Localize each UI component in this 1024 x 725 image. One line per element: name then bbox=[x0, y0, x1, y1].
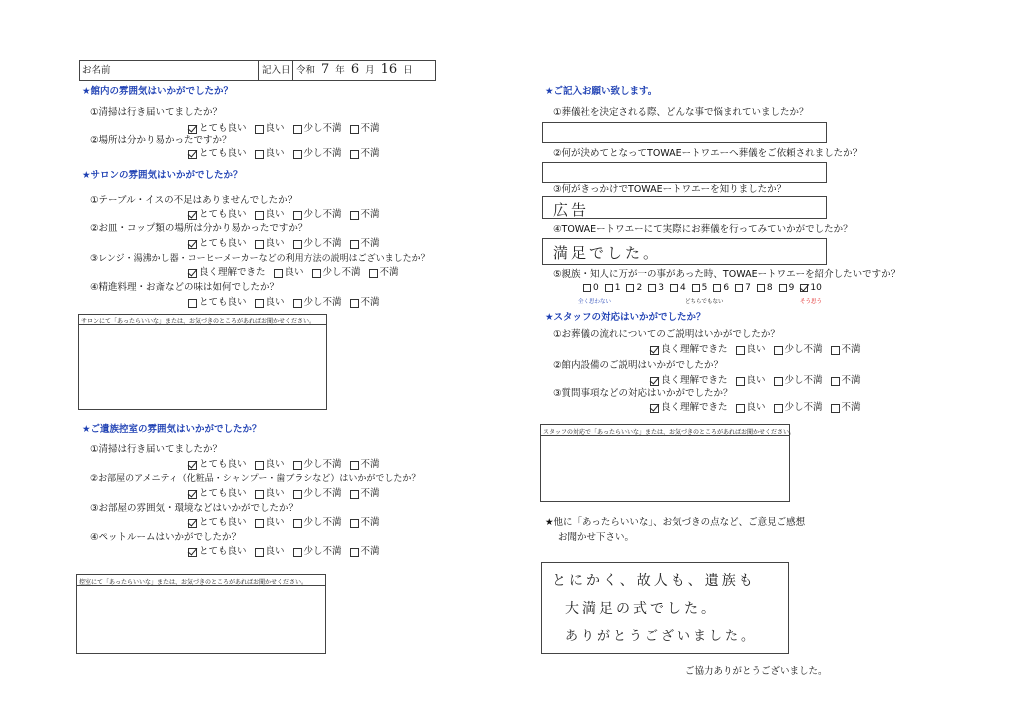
month-value: 6 bbox=[350, 62, 360, 77]
header-divider bbox=[292, 60, 293, 81]
option[interactable]: 少し不満 bbox=[293, 123, 342, 135]
checkbox[interactable] bbox=[774, 346, 783, 355]
checkbox-checked[interactable] bbox=[188, 150, 197, 159]
day-value: 16 bbox=[380, 62, 398, 77]
question: ③何がきっかけでTOWAEートワエーを知りましたか？ bbox=[553, 184, 787, 195]
option[interactable]: とても良い bbox=[188, 148, 247, 160]
scale-option[interactable]: 6 bbox=[713, 283, 729, 293]
section-title: ★スタッフの対応はいかがでしたか？ bbox=[545, 312, 706, 323]
question: ⑤親族・知人に万が一の事があった時、TOWAEートワエーを紹介したいですか？ bbox=[553, 269, 901, 280]
name-field[interactable] bbox=[120, 62, 254, 79]
option[interactable]: 不満 bbox=[369, 267, 399, 279]
scale-option[interactable]: 9 bbox=[779, 283, 795, 293]
comment-label: 控室にて「あったらいいな」または、お気づきのところがあればお聞かせください。 bbox=[79, 579, 307, 586]
checkbox[interactable] bbox=[255, 150, 264, 159]
checkbox-checked[interactable] bbox=[188, 269, 197, 278]
checkbox[interactable] bbox=[583, 284, 591, 292]
thanks-text: ご協力ありがとうございました。 bbox=[685, 666, 828, 677]
scale-option-selected[interactable]: 10 bbox=[800, 283, 821, 293]
option[interactable]: とても良い bbox=[188, 459, 247, 471]
option[interactable]: 不満 bbox=[350, 123, 380, 135]
handwritten-line: ありがとうございました。 bbox=[565, 629, 758, 644]
checkbox[interactable] bbox=[735, 284, 743, 292]
checkbox[interactable] bbox=[350, 211, 359, 220]
question: ②場所は分かり易かったですか？ bbox=[90, 135, 232, 146]
checkbox-checked[interactable] bbox=[188, 211, 197, 220]
checkbox[interactable] bbox=[350, 548, 359, 557]
checkbox-checked[interactable] bbox=[188, 548, 197, 557]
other-comments-title: ★他に「あったらいいな」、お気づきの点など、ご意見ご感想 bbox=[545, 517, 806, 528]
checkbox-checked[interactable] bbox=[188, 125, 197, 134]
date-field[interactable] bbox=[296, 62, 413, 77]
checkbox[interactable] bbox=[255, 519, 264, 528]
handwritten-line: 大満足の式でした。 bbox=[565, 601, 718, 617]
checkbox[interactable] bbox=[293, 125, 302, 134]
question: ④TOWAEートワエーにて実際にお葬儀を行ってみていかがでしたか？ bbox=[553, 224, 853, 235]
checkbox-checked[interactable] bbox=[650, 377, 659, 386]
salon-comment-box[interactable] bbox=[78, 314, 327, 410]
section-title: ★館内の雰囲気はいかがでしたか？ bbox=[82, 86, 234, 97]
option[interactable]: 良い bbox=[255, 148, 285, 160]
checkbox[interactable] bbox=[350, 150, 359, 159]
option[interactable]: とても良い bbox=[188, 546, 247, 558]
option[interactable]: 良い bbox=[274, 267, 304, 279]
answer-row bbox=[188, 148, 380, 160]
answer-row bbox=[188, 238, 380, 250]
month-unit: 月 bbox=[365, 65, 375, 76]
checkbox[interactable] bbox=[692, 284, 700, 292]
checkbox[interactable] bbox=[757, 284, 765, 292]
option[interactable]: 良く理解できた bbox=[650, 344, 728, 356]
checkbox[interactable] bbox=[293, 490, 302, 499]
option[interactable]: 不満 bbox=[350, 238, 380, 250]
checkbox[interactable] bbox=[312, 269, 321, 278]
recommend-scale bbox=[583, 283, 822, 293]
checkbox[interactable] bbox=[293, 461, 302, 470]
option[interactable]: 不満 bbox=[831, 375, 861, 387]
checkbox[interactable] bbox=[369, 269, 378, 278]
option[interactable]: とても良い bbox=[188, 123, 247, 135]
option[interactable]: 良い bbox=[736, 402, 766, 414]
question: ①清掃は行き届いてましたか？ bbox=[90, 107, 223, 118]
checkbox[interactable] bbox=[293, 150, 302, 159]
option[interactable]: 不満 bbox=[350, 148, 380, 160]
checkbox[interactable] bbox=[831, 404, 840, 413]
checkbox[interactable] bbox=[774, 377, 783, 386]
section-title: ★ご遺族控室の雰囲気はいかがでしたか？ bbox=[82, 424, 262, 435]
scale-option[interactable]: 0 bbox=[583, 283, 599, 293]
answer-row bbox=[188, 267, 399, 279]
option[interactable]: とても良い bbox=[188, 517, 247, 529]
section-title: ★サロンの雰囲気はいかがでしたか？ bbox=[82, 170, 243, 181]
answer-row bbox=[188, 488, 380, 500]
option[interactable]: 少し不満 bbox=[312, 267, 361, 279]
question: ②お部屋のアメニティ（化粧品・シャンプー・歯ブラシなど）はいかがでしたか？ bbox=[90, 474, 421, 484]
option[interactable]: 良い bbox=[255, 209, 285, 221]
option[interactable]: 少し不満 bbox=[774, 402, 823, 414]
scale-option[interactable]: 4 bbox=[670, 283, 686, 293]
other-comments-title-2: お聞かせ下さい。 bbox=[558, 532, 635, 543]
answer-row bbox=[188, 459, 380, 471]
checkbox-checked[interactable] bbox=[650, 404, 659, 413]
checkbox[interactable] bbox=[736, 346, 745, 355]
checkbox[interactable] bbox=[255, 490, 264, 499]
checkbox[interactable] bbox=[648, 284, 656, 292]
checkbox[interactable] bbox=[713, 284, 721, 292]
day-unit: 日 bbox=[403, 65, 413, 76]
question: ①清掃は行き届いてましたか？ bbox=[90, 444, 223, 455]
checkbox[interactable] bbox=[293, 299, 302, 308]
scale-mid-caption: どちらでもない bbox=[685, 299, 724, 305]
option[interactable]: 不満 bbox=[831, 402, 861, 414]
comment-label: サロンにて「あったらいいな」または、お気づきのところがあればお聞かせください。 bbox=[81, 318, 315, 325]
answer-row bbox=[650, 375, 861, 387]
checkbox[interactable] bbox=[255, 240, 264, 249]
option[interactable]: とても良い bbox=[188, 238, 247, 250]
answer-box[interactable] bbox=[542, 122, 827, 143]
option[interactable]: とても良い bbox=[188, 488, 247, 500]
option[interactable]: 良い bbox=[255, 238, 285, 250]
date-label: 記入日 bbox=[262, 65, 291, 76]
option[interactable]: 少し不満 bbox=[774, 375, 823, 387]
checkbox[interactable] bbox=[670, 284, 678, 292]
option[interactable]: とても良い bbox=[188, 297, 247, 309]
question: ①テーブル・イスの不足はありませんでしたか？ bbox=[90, 195, 298, 206]
checkbox[interactable] bbox=[255, 211, 264, 220]
option[interactable]: 良く理解できた bbox=[650, 375, 728, 387]
comment-label: スタッフの対応で「あったらいいな」または、お気づきのところがあればお聞かせください。 bbox=[543, 429, 795, 436]
checkbox[interactable] bbox=[255, 461, 264, 470]
checkbox[interactable] bbox=[293, 548, 302, 557]
option[interactable]: とても良い bbox=[188, 209, 247, 221]
checkbox-checked[interactable] bbox=[188, 461, 197, 470]
option[interactable]: 不満 bbox=[350, 546, 380, 558]
option[interactable]: 少し不満 bbox=[293, 459, 342, 471]
scale-option[interactable]: 1 bbox=[605, 283, 621, 293]
checkbox[interactable] bbox=[188, 299, 197, 308]
era: 令和 bbox=[296, 65, 316, 76]
option[interactable]: 良い bbox=[736, 375, 766, 387]
answer-row bbox=[650, 344, 861, 356]
checkbox-checked[interactable] bbox=[188, 490, 197, 499]
question: ③レンジ・湯沸かし器・コーヒーメーカーなどの利用方法の説明はございましたか？ bbox=[90, 254, 430, 264]
question: ④精進料理・お斎などの味は如何でしたか？ bbox=[90, 282, 280, 293]
checkbox[interactable] bbox=[293, 519, 302, 528]
option[interactable]: 良く理解できた bbox=[188, 267, 266, 279]
option[interactable]: 良い bbox=[255, 297, 285, 309]
checkbox[interactable] bbox=[293, 240, 302, 249]
checkbox[interactable] bbox=[350, 519, 359, 528]
checkbox-checked[interactable] bbox=[188, 240, 197, 249]
section-title: ★ご記入お願い致します。 bbox=[545, 86, 658, 97]
answer-row bbox=[188, 546, 380, 558]
option[interactable]: 良い bbox=[255, 459, 285, 471]
scale-low-caption: 全く思わない bbox=[578, 299, 612, 305]
scale-high-caption: そう思う bbox=[800, 299, 823, 305]
option[interactable]: 少し不満 bbox=[293, 238, 342, 250]
option[interactable]: 不満 bbox=[350, 297, 380, 309]
year-value: 7 bbox=[321, 62, 330, 77]
checkbox-checked[interactable] bbox=[188, 519, 197, 528]
checkbox[interactable] bbox=[255, 125, 264, 134]
option[interactable]: 不満 bbox=[831, 344, 861, 356]
checkbox[interactable] bbox=[831, 346, 840, 355]
checkbox[interactable] bbox=[605, 284, 613, 292]
option[interactable]: 少し不満 bbox=[293, 546, 342, 558]
answer-row bbox=[188, 123, 380, 135]
question: ③質問事項などの対応はいかがでしたか？ bbox=[553, 388, 733, 399]
option[interactable]: 良い bbox=[255, 123, 285, 135]
checkbox[interactable] bbox=[350, 490, 359, 499]
option[interactable]: 良い bbox=[736, 344, 766, 356]
checkbox[interactable] bbox=[736, 404, 745, 413]
header-divider bbox=[258, 60, 259, 81]
question: ②館内設備のご説明はいかがでしたか？ bbox=[553, 360, 724, 371]
scale-option[interactable]: 7 bbox=[735, 283, 751, 293]
option[interactable]: 良い bbox=[255, 517, 285, 529]
checkbox[interactable] bbox=[350, 240, 359, 249]
question: ③お部屋の雰囲気・環境などはいかがでしたか？ bbox=[90, 503, 299, 514]
checkbox-checked[interactable] bbox=[800, 284, 808, 292]
option[interactable]: 少し不満 bbox=[293, 297, 342, 309]
option[interactable]: 少し不満 bbox=[293, 209, 342, 221]
checkbox[interactable] bbox=[255, 299, 264, 308]
option[interactable]: 少し不満 bbox=[293, 148, 342, 160]
checkbox[interactable] bbox=[831, 377, 840, 386]
question: ①葬儀社を決定される際、どんな事で悩まれていましたか？ bbox=[553, 107, 809, 118]
checkbox[interactable] bbox=[779, 284, 787, 292]
checkbox-checked[interactable] bbox=[650, 346, 659, 355]
option[interactable]: 良い bbox=[255, 488, 285, 500]
option[interactable]: 少し不満 bbox=[293, 517, 342, 529]
handwritten-line: とにかく、故人も、遺族も bbox=[552, 573, 756, 589]
question: ④ペットルームはいかがでしたか？ bbox=[90, 532, 242, 543]
option[interactable]: 少し不満 bbox=[293, 488, 342, 500]
answer-row bbox=[188, 517, 380, 529]
checkbox[interactable] bbox=[274, 269, 283, 278]
scale-option[interactable]: 5 bbox=[692, 283, 708, 293]
scale-option[interactable]: 2 bbox=[626, 283, 642, 293]
option[interactable]: 不満 bbox=[350, 488, 380, 500]
question: ②お皿・コップ類の場所は分かり易かったですか？ bbox=[90, 223, 308, 234]
option[interactable]: 不満 bbox=[350, 209, 380, 221]
scale-option[interactable]: 3 bbox=[648, 283, 664, 293]
checkbox[interactable] bbox=[626, 284, 634, 292]
checkbox[interactable] bbox=[736, 377, 745, 386]
question: ②何が決めてとなってTOWAEートワエーへ葬儀をご依頼されましたか？ bbox=[553, 148, 863, 159]
option[interactable]: 不満 bbox=[350, 517, 380, 529]
question: ①お葬儀の流れについてのご説明はいかがでしたか？ bbox=[553, 329, 780, 340]
checkbox[interactable] bbox=[350, 125, 359, 134]
option[interactable]: 良い bbox=[255, 546, 285, 558]
option[interactable]: 少し不満 bbox=[774, 344, 823, 356]
scale-option[interactable]: 8 bbox=[757, 283, 773, 293]
name-label: お名前 bbox=[82, 65, 111, 76]
answer-row bbox=[188, 209, 380, 221]
option[interactable]: 良く理解できた bbox=[650, 402, 728, 414]
checkbox[interactable] bbox=[255, 548, 264, 557]
checkbox[interactable] bbox=[350, 461, 359, 470]
option[interactable]: 不満 bbox=[350, 459, 380, 471]
answer-row bbox=[188, 297, 380, 309]
checkbox[interactable] bbox=[293, 211, 302, 220]
year-unit: 年 bbox=[335, 65, 345, 76]
answer-box[interactable] bbox=[542, 162, 827, 183]
answer-row bbox=[650, 402, 861, 414]
handwritten-answer: 広告 bbox=[553, 201, 590, 219]
room-comment-box[interactable] bbox=[76, 574, 326, 654]
handwritten-answer: 満足でした。 bbox=[553, 244, 662, 262]
checkbox[interactable] bbox=[350, 299, 359, 308]
checkbox[interactable] bbox=[774, 404, 783, 413]
